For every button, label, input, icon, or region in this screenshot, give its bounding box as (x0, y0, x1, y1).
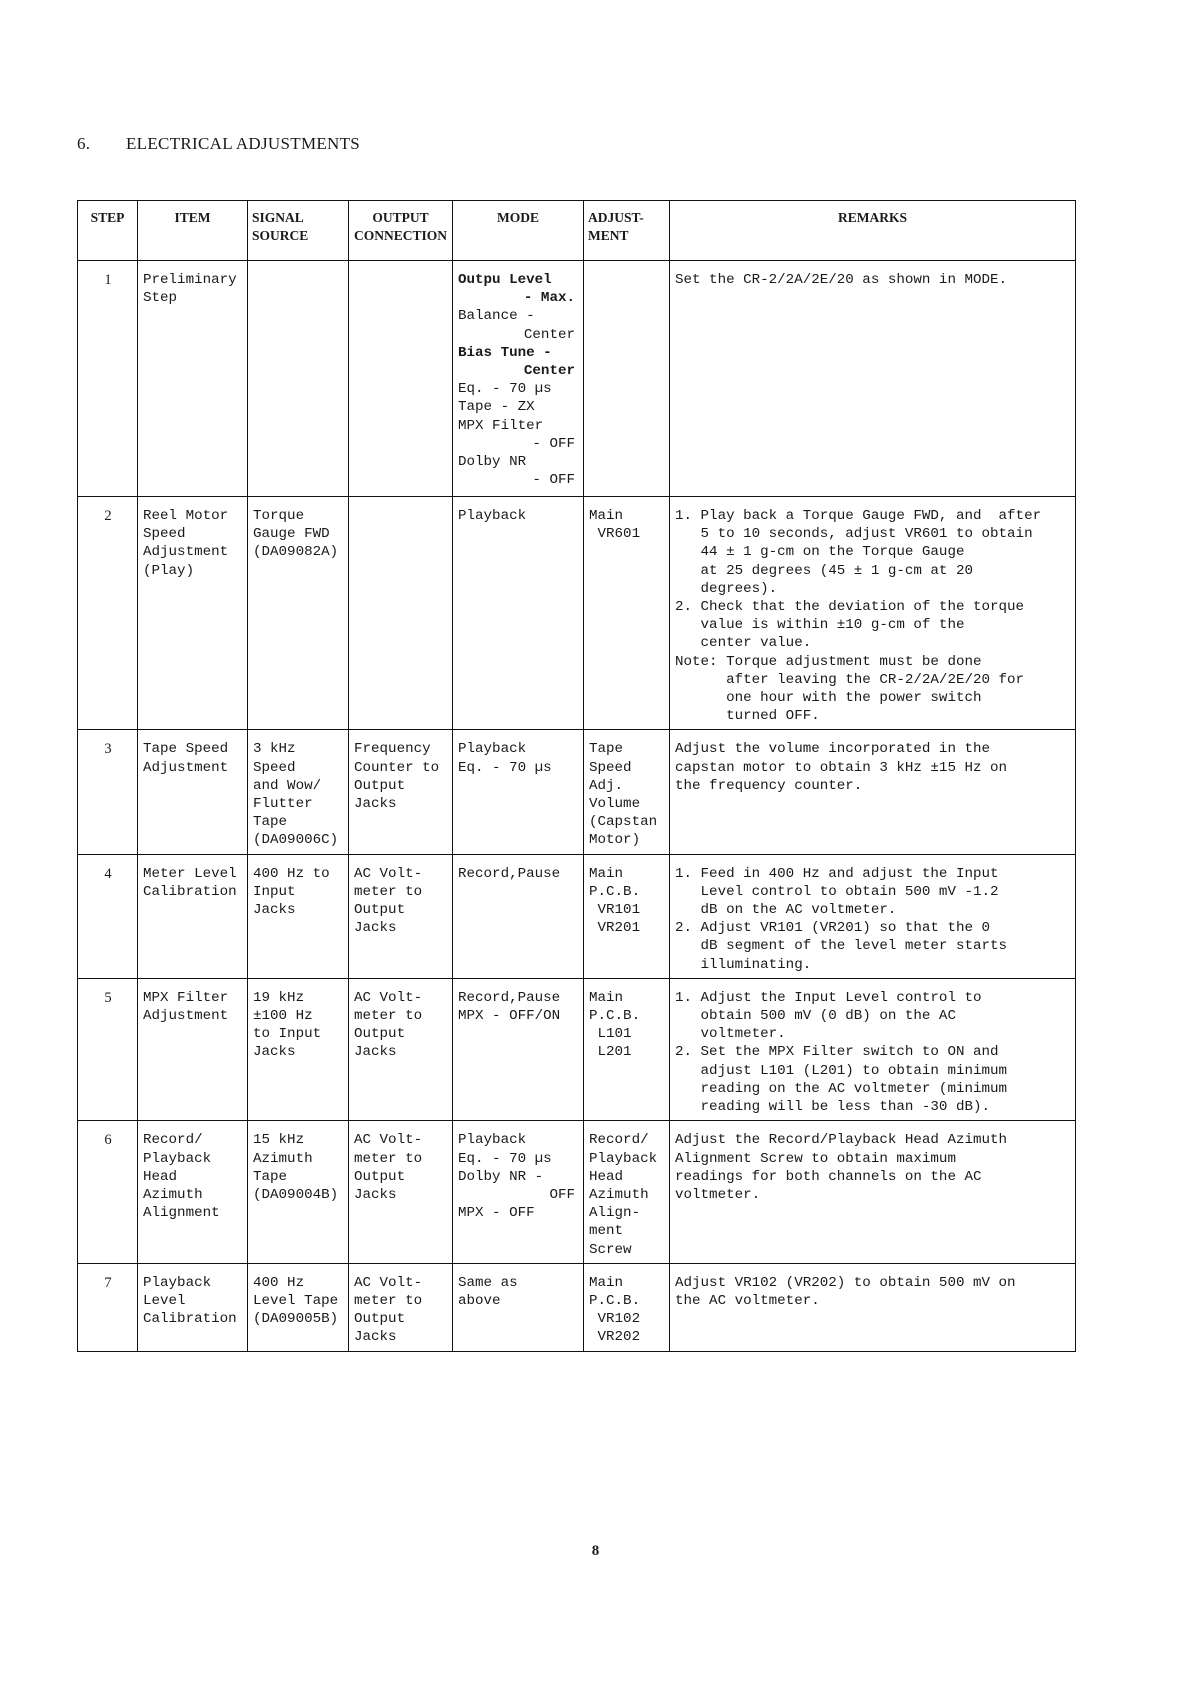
signal-source-cell: 15 kHz Azimuth Tape (DA09004B) (248, 1121, 349, 1263)
mode-line: - OFF (532, 435, 575, 452)
header-output-connection: OUTPUT CONNECTION (349, 201, 453, 261)
adjustment-cell: Tape Speed Adj. Volume (Capstan Motor) (584, 730, 670, 854)
mode-line: Outpu Level (458, 272, 552, 288)
mode-cell (453, 978, 584, 1120)
signal-source-cell: Torque Gauge FWD (DA09082A) (248, 497, 349, 730)
table-row (78, 730, 1076, 854)
mode-line: Center (523, 326, 575, 343)
step-cell: 6 (78, 1121, 138, 1263)
remarks-cell: Set the CR-2/2A/2E/20 as shown in MODE. (670, 261, 1076, 497)
mode-line: Playback (458, 1132, 527, 1149)
mode-cell (453, 1263, 584, 1351)
item-cell: Record/ Playback Head Azimuth Alignment (138, 1121, 248, 1263)
mode-line: Dolby NR - (458, 1168, 544, 1185)
header-adjustment: ADJUST- MENT (584, 201, 670, 261)
mode-line: Dolby NR (458, 454, 527, 471)
output-connection-cell: AC Volt- meter to Output Jacks (349, 854, 453, 978)
step-cell: 7 (78, 1263, 138, 1351)
header-item: ITEM (138, 201, 248, 261)
mode-line: Playback (458, 508, 527, 524)
output-connection-cell: AC Volt- meter to Output Jacks (349, 1121, 453, 1263)
remarks-cell: Adjust the volume incorporated in the capstan motor to obtain 3 kHz ±15 Hz on the frequency counter. (670, 730, 1076, 854)
remarks-cell: 1. Play back a Torque Gauge FWD, and after 5 to 10 seconds, adjust VR601 to obtain 44 ± 1 g-cm on the Torque Gauge at 25 degrees (45 ± 1 g-cm at 20 degrees). 2. Check that the deviation of the torque value is within ±10 g-cm of the center value. Note: Torque adjustment must be done after leaving the CR-2/2A/2E/20 for one hour with the power switch turned OFF. (670, 497, 1076, 730)
item-cell: Playback Level Calibration (138, 1263, 248, 1351)
step-cell: 5 (78, 978, 138, 1120)
signal-source-cell: 3 kHz Speed and Wow/ Flutter Tape (DA09006C) (248, 730, 349, 854)
mode-cell (453, 854, 584, 978)
remarks-cell: Adjust VR102 (VR202) to obtain 500 mV on the AC voltmeter. (670, 1263, 1076, 1351)
output-connection-cell (349, 261, 453, 497)
mode-line: Same as (458, 1274, 518, 1291)
step-cell: 3 (78, 730, 138, 854)
table-row (78, 978, 1076, 1120)
item-cell: Meter Level Calibration (138, 854, 248, 978)
header-step: STEP (78, 201, 138, 261)
mode-line: Record,Pause (458, 989, 561, 1006)
adjustment-cell: Main P.C.B. VR102 VR202 (584, 1263, 670, 1351)
mode-cell (453, 730, 584, 854)
mode-cell (453, 1121, 584, 1263)
step-cell: 4 (78, 854, 138, 978)
signal-source-cell: 400 Hz Level Tape (DA09005B) (248, 1263, 349, 1351)
mode-line: Balance - (458, 308, 535, 325)
adjustment-cell: Main P.C.B. VR101 VR201 (584, 854, 670, 978)
header-remarks: REMARKS (670, 201, 1076, 261)
section-heading (77, 134, 360, 154)
mode-line: - OFF (532, 472, 575, 489)
header-signal-source: SIGNAL SOURCE (248, 201, 349, 261)
output-connection-cell: AC Volt- meter to Output Jacks (349, 978, 453, 1120)
table-row (78, 1263, 1076, 1351)
mode-line: above (458, 1292, 501, 1309)
output-connection-cell (349, 497, 453, 730)
table-row (78, 854, 1076, 978)
signal-source-cell (248, 261, 349, 497)
section-title: ELECTRICAL ADJUSTMENTS (126, 134, 361, 153)
step-cell: 2 (78, 497, 138, 730)
item-cell: Reel Motor Speed Adjustment (Play) (138, 497, 248, 730)
output-connection-cell: Frequency Counter to Output Jacks (349, 730, 453, 854)
mode-cell (453, 497, 584, 730)
table-row (78, 497, 1076, 730)
mode-line: OFF (549, 1186, 575, 1203)
mode-cell (453, 261, 584, 497)
page-number: 8 (591, 1543, 600, 1559)
mode-line: Eq. - 70 µs (458, 759, 552, 776)
table-row (78, 261, 1076, 497)
remarks-cell: 1. Feed in 400 Hz and adjust the Input Level control to obtain 500 mV -1.2 dB on the AC voltmeter. 2. Adjust VR101 (VR201) so that the 0 dB segment of the level meter starts illuminating. (670, 854, 1076, 978)
adjustment-cell: Record/ Playback Head Azimuth Align- ment Screw (584, 1121, 670, 1263)
mode-line: Playback (458, 741, 527, 758)
table-header-row (78, 201, 1076, 261)
mode-line: Tape - ZX (458, 399, 535, 416)
step-cell: 1 (78, 261, 138, 497)
remarks-cell: 1. Adjust the Input Level control to obtain 500 mV (0 dB) on the AC voltmeter. 2. Set the MPX Filter switch to ON and adjust L101 (L201) to obtain minimum reading on the AC voltmeter (minimum reading will be less than -30 dB). (670, 978, 1076, 1120)
table-row (78, 1121, 1076, 1263)
adjustment-cell: Main VR601 (584, 497, 670, 730)
adjustment-cell: Main P.C.B. L101 L201 (584, 978, 670, 1120)
mode-line: MPX - OFF/ON (458, 1008, 561, 1025)
mode-line: - Max. (523, 290, 575, 307)
mode-line: Eq. - 70 µs (458, 381, 552, 398)
adjustment-cell (584, 261, 670, 497)
mode-line: Bias Tune - (458, 344, 552, 361)
signal-source-cell: 400 Hz to Input Jacks (248, 854, 349, 978)
mode-line: MPX Filter (458, 417, 544, 434)
mode-line: MPX - OFF (458, 1205, 535, 1222)
section-number: 6. (77, 134, 91, 153)
signal-source-cell: 19 kHz ±100 Hz to Input Jacks (248, 978, 349, 1120)
mode-line: Eq. - 70 µs (458, 1150, 552, 1167)
mode-line: Record,Pause (458, 865, 561, 882)
mode-line: Center (523, 363, 575, 380)
item-cell: MPX Filter Adjustment (138, 978, 248, 1120)
item-cell: Tape Speed Adjustment (138, 730, 248, 854)
adjustments-table (77, 200, 1076, 1352)
output-connection-cell: AC Volt- meter to Output Jacks (349, 1263, 453, 1351)
item-cell: Preliminary Step (138, 261, 248, 497)
header-mode: MODE (453, 201, 584, 261)
remarks-cell: Adjust the Record/Playback Head Azimuth Alignment Screw to obtain maximum readings for both channels on the AC voltmeter. (670, 1121, 1076, 1263)
